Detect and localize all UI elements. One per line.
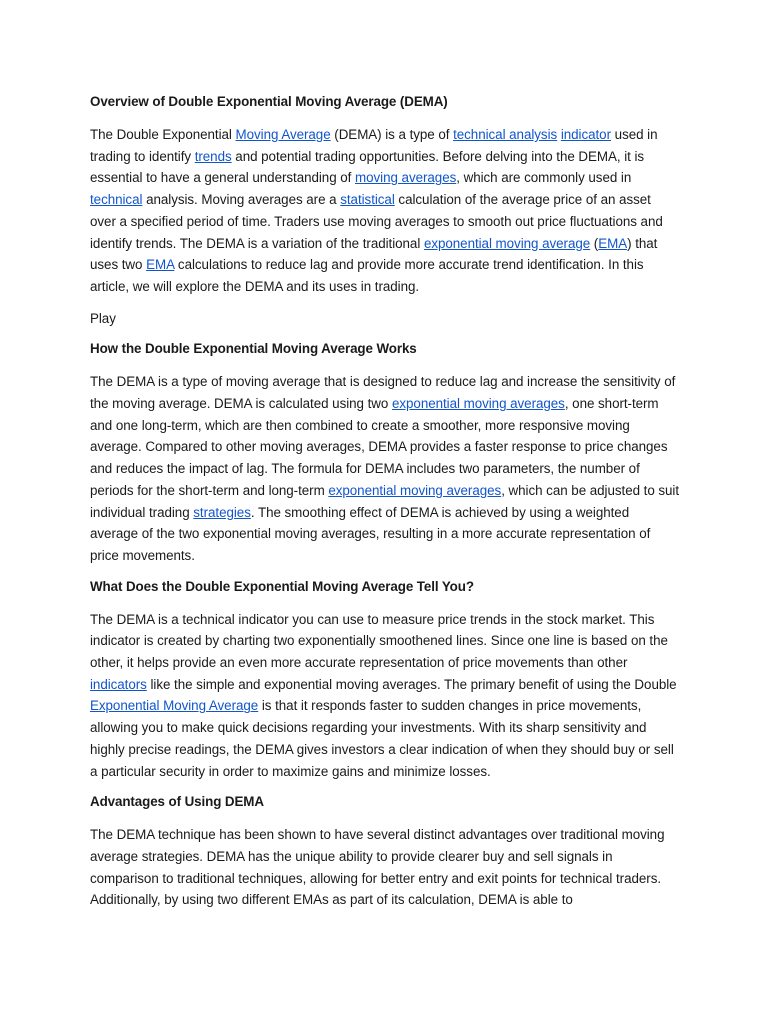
text-run: , which are commonly used in (456, 170, 632, 186)
link-indicators[interactable]: indicators (90, 676, 147, 692)
link-exponential-moving-averages[interactable]: exponential moving averages (391, 396, 565, 412)
text-run: The DEMA technique has been shown to have several distinct advantages over traditional moving average strategies. DEMA has the unique ability to provide clearer buy and sell signals in comparison to traditional techniques, allowing for better entry and exit points for technical traders. Additionally, by using two different EMAs as part of its calculation, DEMA is able to (90, 827, 665, 908)
text-run: , one short-term and one long-term, which are then combined to create a smoother, more responsive moving average. Compared to other moving averages, DEMA provides a faster response to price changes and reduces the impact of lag. The formula for DEMA includes two parameters, the number of periods for the short-term and long-term (90, 396, 668, 498)
text-run: like the simple and exponential moving averages. The primary benefit of using the Double (146, 676, 677, 692)
link-trends[interactable]: trends (194, 148, 232, 164)
link-exponential-moving-average[interactable]: exponential moving average (423, 235, 591, 251)
section-heading-overview: Overview of Double Exponential Moving Average (DEMA) (90, 94, 448, 109)
link-exponential-moving-averages-2[interactable]: exponential moving averages (328, 482, 502, 498)
text-run: ) that uses two (90, 235, 658, 273)
link-technical-analysis[interactable]: technical analysis (453, 127, 558, 142)
paragraph-overview (90, 124, 680, 298)
text-run: (DEMA) is a type of (330, 127, 454, 142)
play-label[interactable]: Play (90, 310, 116, 326)
paragraph-what-it-tells (90, 609, 680, 783)
paragraph-how-it-works (90, 371, 680, 566)
link-ema-2[interactable]: EMA (146, 257, 175, 273)
link-indicator[interactable]: indicator (560, 127, 611, 142)
text-run: ( (590, 235, 599, 251)
section-heading-what-it-tells: What Does the Double Exponential Moving Average Tell You? (90, 578, 474, 594)
text-run: . The smoothing effect of DEMA is achieved by using a weighted average of the two exponential moving averages, resulting in a more accurate representation of price movements. (90, 504, 651, 563)
link-technical[interactable]: technical (90, 192, 143, 208)
text-run: The Double Exponential (90, 127, 236, 142)
text-run: , which can be adjusted to suit individual trading (90, 482, 680, 520)
section-heading-advantages: Advantages of Using DEMA (90, 794, 264, 810)
text-run: calculation of the average price of an asset over a specified period of time. Traders use moving averages to smooth out price fluctuations and identify trends. The DEMA is a variation of the traditional (90, 192, 663, 251)
paragraph-advantages (90, 824, 680, 911)
text-run: used in trading to identify (90, 127, 658, 164)
text-run: calculations to reduce lag and provide more accurate trend identification. In this article, we will explore the DEMA and its uses in trading. (90, 257, 644, 294)
link-statistical[interactable]: statistical (340, 192, 395, 208)
text-run: and potential trading opportunities. Before delving into the DEMA, it is essential to have a general understanding of (90, 148, 645, 186)
link-strategies[interactable]: strategies (193, 504, 251, 520)
link-ema[interactable]: EMA (598, 235, 628, 251)
link-exponential-moving-average-2[interactable]: Exponential Moving Average (90, 698, 259, 714)
text-run: analysis. Moving averages are a (142, 192, 341, 208)
text-run: The DEMA is a technical indicator you can use to measure price trends in the stock market. This indicator is created by charting two exponentially smoothened lines. Since one line is based on the other, it helps provide an even more accurate representation of price movements than other (90, 611, 668, 671)
text-run: is that it responds faster to sudden changes in price movements, allowing you to make quick decisions regarding your investments. With its sharp sensitivity and highly precise readings, the DEMA gives investors a clear indication of when they should buy or sell a particular security in order to maximize gains and minimize losses. (90, 698, 674, 779)
text-run: The DEMA is a type of moving average that is designed to reduce lag and increase the sensitivity of the moving average. DEMA is calculated using two (90, 374, 676, 412)
section-heading-how-it-works: How the Double Exponential Moving Average Works (90, 341, 417, 357)
link-moving-average[interactable]: Moving Average (235, 127, 331, 142)
link-moving-averages[interactable]: moving averages (355, 170, 457, 186)
